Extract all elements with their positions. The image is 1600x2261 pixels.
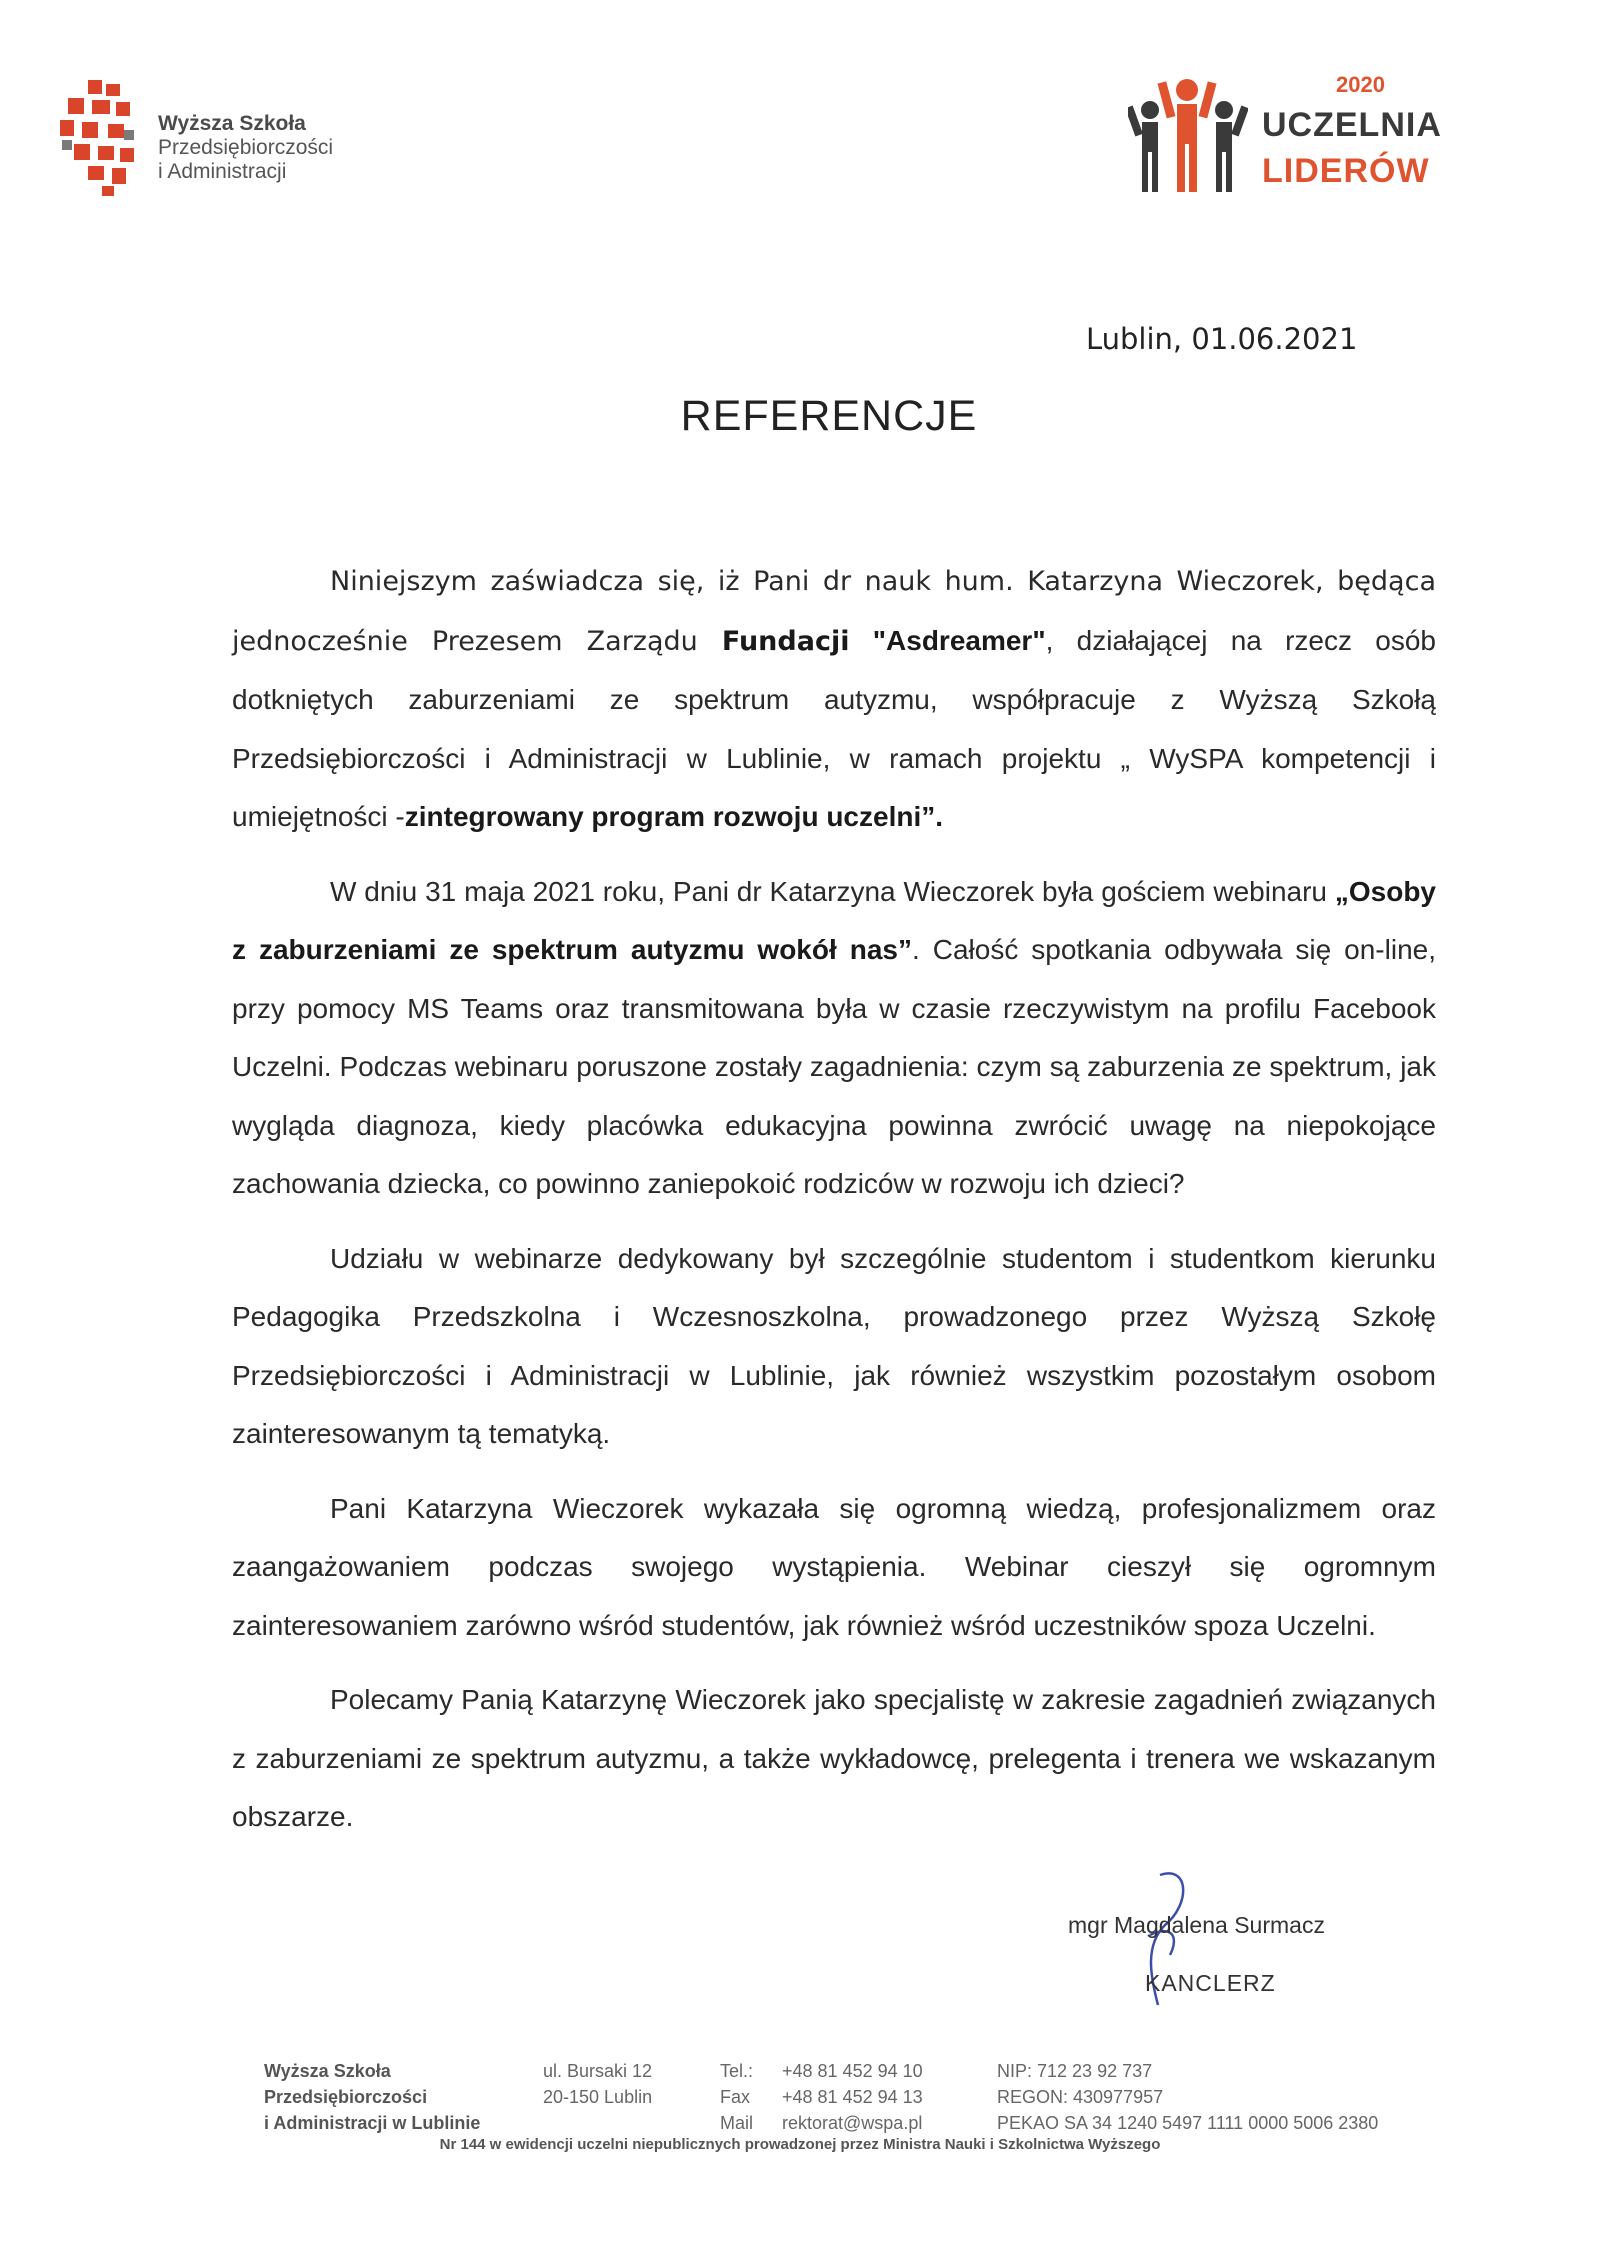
award-logo <box>1128 68 1458 208</box>
footer-address <box>543 2058 652 2110</box>
paragraph-1-bold-1: Fundacji <box>721 625 850 657</box>
footer-school-line-3: i Administracji w Lublinie <box>264 2113 481 2133</box>
award-line-1: UCZELNIA <box>1262 106 1442 144</box>
logo-line-3: i Administracji <box>158 160 287 183</box>
paragraph-1 <box>232 552 1436 847</box>
footer-tel: +48 81 452 94 10 <box>782 2061 923 2081</box>
paragraph-1-text-2: , działającej na rzecz osób dotkniętych zaburzeniami ze spektrum autyzmu, współpracuje z Wyższą Szkołą Przedsiębiorczości i Administracji w Lublinie, w ramach projektu „ WySPA kompetencji i umiejętności - <box>232 624 1436 832</box>
footer-tel-label: Tel.: <box>720 2061 754 2081</box>
paragraph-2-text-2: . Całość spotkania odbywała się on-line, przy pomocy MS Teams oraz transmitowana była w czasie rzeczywistym na profilu Facebook Uczelni. Podczas webinaru poruszone zostały zagadnienia: czym są zaburzenia ze spektrum, jak wygląda diagnoza, kiedy placówka edukacyjna powinna zwrócić uwagę na niepokojące zachowania dziecka, co powinno zaniepokoić rodziców w rozwoju ich dzieci? <box>232 934 1436 1199</box>
paragraph-1-space <box>849 625 872 656</box>
award-line-2: LIDERÓW <box>1262 152 1430 190</box>
logo-line-2: Przedsiębiorczości <box>158 136 334 159</box>
footer-mail-label: Mail <box>720 2113 754 2133</box>
footer-fax: +48 81 452 94 13 <box>782 2087 923 2107</box>
wspa-logo-icon <box>58 78 150 198</box>
paragraph-1-text: Niniejszym zaświadcza się, iż Pani dr nauk hum. Katarzyna Wieczorek, będąca jednocześnie Prezesem Zarządu <box>232 566 1436 657</box>
signatory-name: mgr Magdalena Surmacz <box>1068 1912 1325 1938</box>
footer-contact-values <box>782 2058 923 2136</box>
footer-street: ul. Bursaki 12 <box>543 2061 653 2081</box>
footer-school <box>264 2058 480 2136</box>
footer-city: 20-150 Lublin <box>543 2087 653 2107</box>
school-logo <box>58 78 378 198</box>
footer-nip: NIP: 712 23 92 737 <box>997 2061 1153 2081</box>
paragraph-4: Pani Katarzyna Wieczorek wykazała się ogromną wiedzą, profesjonalizmem oraz zaangażowaniem podczas swojego wystąpienia. Webinar cieszył się ogromnym zainteresowaniem zarówno wśród studentów, jak również wśród uczestników spoza Uczelni. <box>232 1492 1436 1641</box>
footer-mail: rektorat@wspa.pl <box>782 2113 923 2133</box>
paragraph-2-text: W dniu 31 maja 2021 roku, Pani dr Katarzyna Wieczorek była gościem webinaru <box>330 875 1335 907</box>
paragraph-5: Polecamy Panią Katarzynę Wieczorek jako specjalistę w zakresie zagadnień związanych z zaburzeniami ze spektrum autyzmu, a także wykładowcę, prelegenta i trenera we wskazanym obszarze. <box>232 1684 1436 1832</box>
footer-school-line-1: Wyższa Szkoła <box>264 2061 391 2081</box>
footer-fax-label: Fax <box>720 2087 751 2107</box>
award-year: 2020 <box>1336 72 1385 97</box>
paragraph-3: Udziału w webinarze dedykowany był szczególnie studentom i studentkom kierunku Pedagogika Przedszkolna i Wczesnoszkolna, prowadzonego przez Wyższą Szkołę Przedsiębiorczości i Administracji w Lublinie, jak również wszystkim pozostałym osobom zainteresowanym tą tematyką. <box>232 1242 1436 1449</box>
paragraph-1-bold-2: "Asdreamer" <box>872 624 1046 656</box>
footer-bank: PEKAO SA 34 1240 5497 1111 0000 5006 2380 <box>997 2113 1379 2133</box>
letter-date: Lublin, 01.06.2021 <box>1086 322 1358 356</box>
footer-registry: Nr 144 w ewidencji uczelni niepublicznych prowadzonej przez Ministra Nauki i Szkolnictwa Wyższego <box>439 2136 1161 2153</box>
paragraph-1-bold-3: zintegrowany program rozwoju uczelni”. <box>404 801 944 832</box>
footer-contact-labels <box>720 2058 753 2136</box>
letter-body <box>232 552 1436 1863</box>
signatory-role: KANCLERZ <box>1145 1970 1276 1996</box>
footer-school-line-2: Przedsiębiorczości <box>264 2087 428 2107</box>
footer-ids <box>997 2058 1378 2136</box>
paragraph-2 <box>232 863 1436 1214</box>
letter-title: REFERENCJE <box>680 392 978 440</box>
logo-line-1: Wyższa Szkoła <box>158 112 306 135</box>
paragraph-2-bold: „Osoby z zaburzeniami ze spektrum autyzmu wokół nas” <box>232 875 1436 965</box>
people-figures-icon <box>1128 76 1248 196</box>
footer-regon: REGON: 430977957 <box>997 2087 1164 2107</box>
